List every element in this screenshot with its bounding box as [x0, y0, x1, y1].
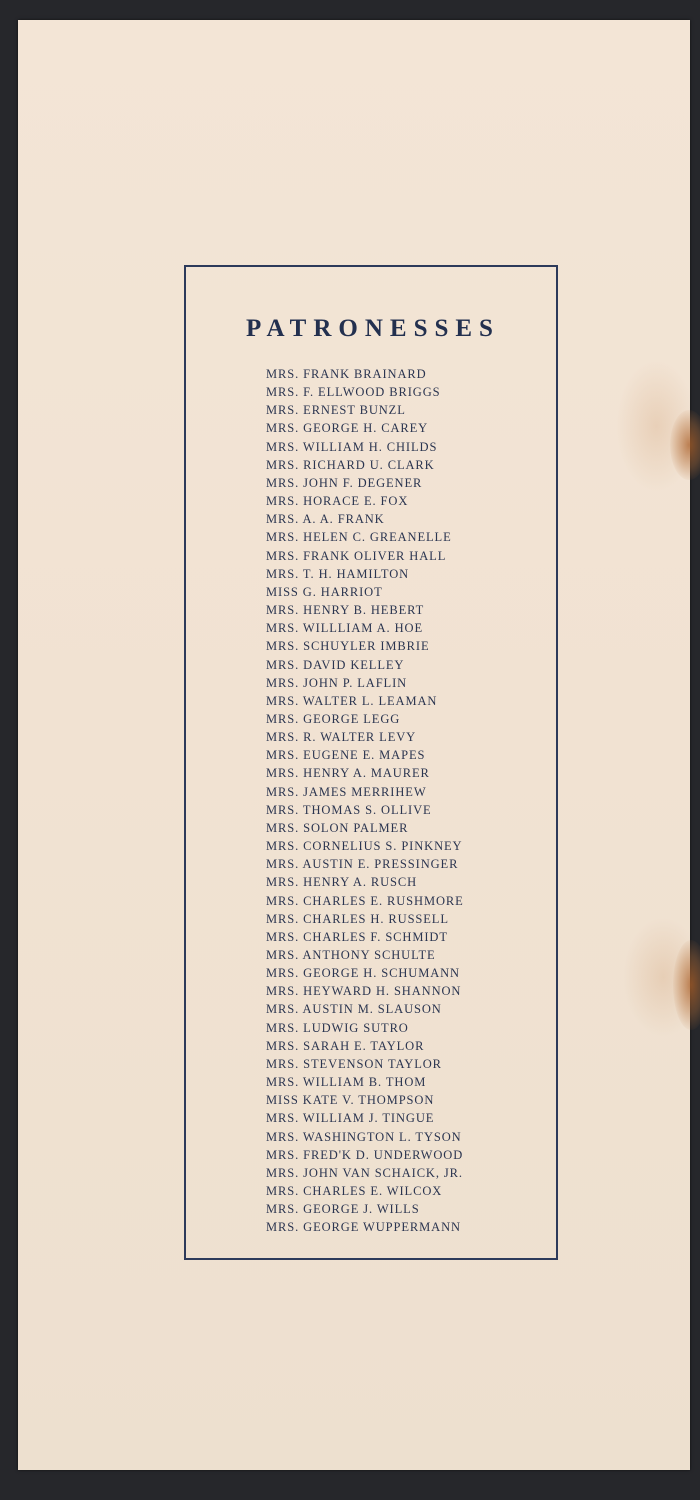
- list-item: MRS. HENRY B. HEBERT: [266, 603, 425, 618]
- list-item: MRS. HORACE E. FOX: [266, 494, 409, 509]
- list-item: MRS. CORNELIUS S. PINKNEY: [266, 839, 463, 854]
- patronesses-box: [184, 265, 558, 1260]
- list-item: MRS. HELEN C. GREANELLE: [266, 530, 452, 545]
- list-item: MISS G. HARRIOT: [266, 584, 383, 599]
- list-item: MRS. THOMAS S. OLLIVE: [266, 802, 432, 817]
- list-item: MRS. WILLIAM J. TINGUE: [266, 1111, 435, 1126]
- list-item: MRS. T. H. HAMILTON: [266, 566, 410, 581]
- list-item: MRS. GEORGE WUPPERMANN: [266, 1220, 461, 1235]
- list-item: MRS. CHARLES E. WILCOX: [266, 1184, 443, 1199]
- rust-stain: [673, 940, 700, 1030]
- list-item: MRS. ERNEST BUNZL: [266, 403, 406, 418]
- list-item: MRS. CHARLES F. SCHMIDT: [266, 929, 448, 944]
- list-item: MRS. RICHARD U. CLARK: [266, 457, 435, 472]
- list-item: MRS. A. A. FRANK: [266, 512, 385, 527]
- list-item: MRS. SCHUYLER IMBRIE: [266, 639, 430, 654]
- list-item: MRS. WALTER L. LEAMAN: [266, 693, 438, 708]
- list-item: MRS. JOHN F. DEGENER: [266, 475, 423, 490]
- list-item: MRS. CHARLES E. RUSHMORE: [266, 893, 464, 908]
- program-page: [18, 20, 690, 1470]
- list-item: MRS. R. WALTER LEVY: [266, 730, 417, 745]
- list-item: MRS. SARAH E. TAYLOR: [266, 1038, 425, 1053]
- list-item: MRS. FRED'K D. UNDERWOOD: [266, 1147, 464, 1162]
- list-item: MRS. FRANK BRAINARD: [266, 367, 427, 381]
- list-item: MRS. F. ELLWOOD BRIGGS: [266, 385, 441, 400]
- list-item: MRS. WILLIAM H. CHILDS: [266, 439, 438, 454]
- patronesses-list: [266, 365, 464, 1237]
- list-item: MRS. WILLIAM B. THOM: [266, 1075, 427, 1090]
- list-item: MRS. WASHINGTON L. TYSON: [266, 1129, 462, 1144]
- list-item: MRS. HENRY A. RUSCH: [266, 875, 418, 890]
- list-item: MRS. AUSTIN M. SLAUSON: [266, 1002, 442, 1017]
- list-item: MRS. ANTHONY SCHULTE: [266, 948, 436, 962]
- list-item: MRS. GEORGE LEGG: [266, 711, 401, 726]
- list-item: MRS. JOHN P. LAFLIN: [266, 675, 408, 690]
- list-item: MRS. FRANK OLIVER HALL: [266, 548, 447, 563]
- list-item: MRS. GEORGE H. SCHUMANN: [266, 966, 460, 981]
- list-item: MRS. SOLON PALMER: [266, 820, 409, 835]
- list-item: MRS. LUDWIG SUTRO: [266, 1020, 409, 1035]
- list-item: MRS. CHARLES H. RUSSELL: [266, 911, 449, 926]
- list-item: MISS KATE V. THOMPSON: [266, 1093, 435, 1108]
- list-item: MRS. GEORGE J. WILLS: [266, 1202, 420, 1217]
- list-item: MRS. STEVENSON TAYLOR: [266, 1056, 442, 1071]
- list-item: MRS. HEYWARD H. SHANNON: [266, 984, 462, 999]
- list-item: MRS. AUSTIN E. PRESSINGER: [266, 857, 459, 872]
- rust-stain: [670, 410, 700, 480]
- list-item: MRS. DAVID KELLEY: [266, 657, 405, 672]
- list-item: MRS. WILLLIAM A. HOE: [266, 621, 424, 636]
- list-item: MRS. JOHN VAN SCHAICK, JR.: [266, 1165, 463, 1180]
- list-item: MRS. HENRY A. MAURER: [266, 766, 430, 781]
- list-item: MRS. EUGENE E. MAPES: [266, 748, 426, 763]
- page-title: PATRONESSES: [246, 315, 500, 342]
- list-item: MRS. JAMES MERRIHEW: [266, 784, 427, 799]
- list-item: MRS. GEORGE H. CAREY: [266, 421, 429, 436]
